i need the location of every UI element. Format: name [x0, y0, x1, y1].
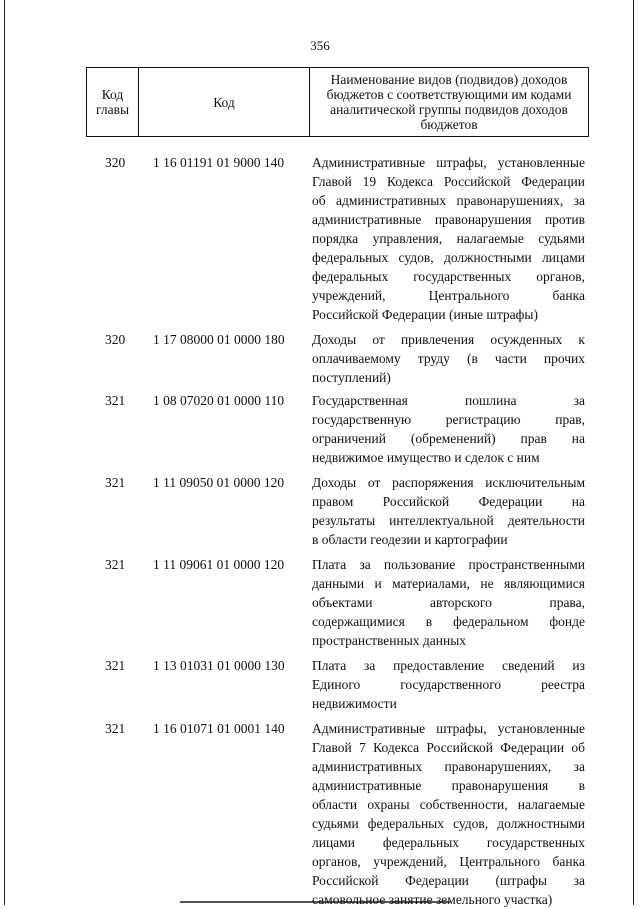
- row-name-line: об административных правонарушениях, за: [312, 193, 585, 208]
- row-revenue-name: [312, 656, 585, 713]
- row-name-line: Административные штрафы, установленные: [312, 721, 585, 736]
- header-chapter-code: Код главы: [87, 68, 139, 137]
- row-chapter-code: 321: [105, 475, 126, 490]
- header-code: Код: [139, 68, 310, 137]
- row-name-line: Доходы от распоряжения исключительным: [312, 475, 585, 490]
- row-name-line: самовольное занятие земельного участка): [312, 892, 553, 907]
- row-name-line: правом Российской Федерации на: [312, 494, 585, 509]
- row-revenue-code: 1 13 01031 01 0000 130: [153, 658, 285, 673]
- row-revenue-code: 1 16 01071 01 0001 140: [153, 721, 285, 736]
- row-revenue-code: 1 11 09061 01 0000 120: [153, 557, 285, 572]
- row-name-line: содержащимися в федеральном фонде: [312, 614, 585, 629]
- row-name-line: учреждений, Центрального банка: [312, 288, 585, 303]
- row-name-line: ограничений (обременений) прав на: [312, 431, 585, 446]
- row-chapter-code: 321: [105, 721, 126, 736]
- page-number: 356: [310, 38, 330, 53]
- row-name-line: объектами авторского права,: [312, 595, 585, 610]
- table-row: [0, 153, 640, 324]
- row-name-line: результаты интеллектуальной деятельности: [312, 513, 585, 528]
- row-revenue-name: [312, 391, 585, 467]
- row-chapter-code: 321: [105, 557, 126, 572]
- row-revenue-code: 1 17 08000 01 0000 180: [153, 332, 285, 347]
- row-revenue-name: [312, 153, 585, 324]
- table-row: [0, 473, 640, 549]
- row-name-line: административные правонарушения против: [312, 212, 585, 227]
- row-name-line: Российской Федерации (иные штрафы): [312, 307, 538, 322]
- row-name-line: федеральных судов, должностными лицами: [312, 250, 585, 265]
- row-name-line: Российской Федерации (штрафы за: [312, 873, 585, 888]
- row-name-line: судьями федеральных судов, должностными: [312, 816, 585, 831]
- row-revenue-name: [312, 473, 585, 549]
- row-revenue-name: [312, 719, 585, 909]
- row-name-line: Плата за предоставление сведений из: [312, 658, 585, 673]
- row-name-line: данными и материалами, не являющимися: [312, 576, 585, 591]
- row-revenue-name: [312, 555, 585, 650]
- row-name-line: области охраны собственности, налагаемые: [312, 797, 585, 812]
- row-revenue-name: [312, 330, 585, 387]
- row-name-line: поступлений): [312, 370, 391, 385]
- row-name-line: Главой 7 Кодекса Российской Федерации об: [312, 740, 585, 755]
- row-name-line: государственную регистрацию прав,: [312, 412, 585, 427]
- row-name-line: порядка управления, налагаемые судьями: [312, 231, 585, 246]
- row-name-line: Главой 19 Кодекса Российской Федерации: [312, 174, 585, 189]
- row-name-line: органов, учреждений, Центрального банка: [312, 854, 585, 869]
- row-chapter-code: 320: [105, 332, 126, 347]
- row-name-line: недвижимое имущество и сделок с ним: [312, 450, 540, 465]
- row-chapter-code: 320: [105, 155, 126, 170]
- row-name-line: Административные штрафы, установленные: [312, 155, 585, 170]
- row-name-line: административных правонарушениях, за: [312, 759, 585, 774]
- row-revenue-code: 1 08 07020 01 0000 110: [153, 393, 285, 408]
- row-name-line: пространственных данных: [312, 633, 467, 648]
- row-name-line: оплачиваемому труду (в части прочих: [312, 351, 585, 366]
- table-header: [86, 67, 589, 137]
- table-row: [0, 719, 640, 909]
- row-name-line: Государственная пошлина за: [312, 393, 585, 408]
- table-row: [0, 555, 640, 650]
- row-revenue-code: 1 16 01191 01 9000 140: [153, 155, 285, 170]
- row-name-line: лицами федеральных государственных: [312, 835, 585, 850]
- row-name-line: административные правонарушения в: [312, 778, 585, 793]
- table-body: [0, 153, 640, 909]
- row-name-line: федеральных государственных органов,: [312, 269, 585, 284]
- row-revenue-code: 1 11 09050 01 0000 120: [153, 475, 285, 490]
- table-row: [0, 330, 640, 387]
- table-row: [0, 656, 640, 713]
- row-name-line: Единого государственного реестра: [312, 677, 585, 692]
- row-name-line: недвижимости: [312, 696, 397, 711]
- row-name-line: Плата за пользование пространственными: [312, 557, 585, 572]
- row-chapter-code: 321: [105, 393, 126, 408]
- row-chapter-code: 321: [105, 658, 126, 673]
- header-name: Наименование видов (подвидов) доходов бюджетов с соответствующими им кодами аналитической группы подвидов доходов бюджетов: [310, 68, 589, 137]
- row-name-line: Доходы от привлечения осужденных к: [312, 332, 585, 347]
- row-name-line: в области геодезии и картографии: [312, 532, 508, 547]
- table-row: [0, 391, 640, 467]
